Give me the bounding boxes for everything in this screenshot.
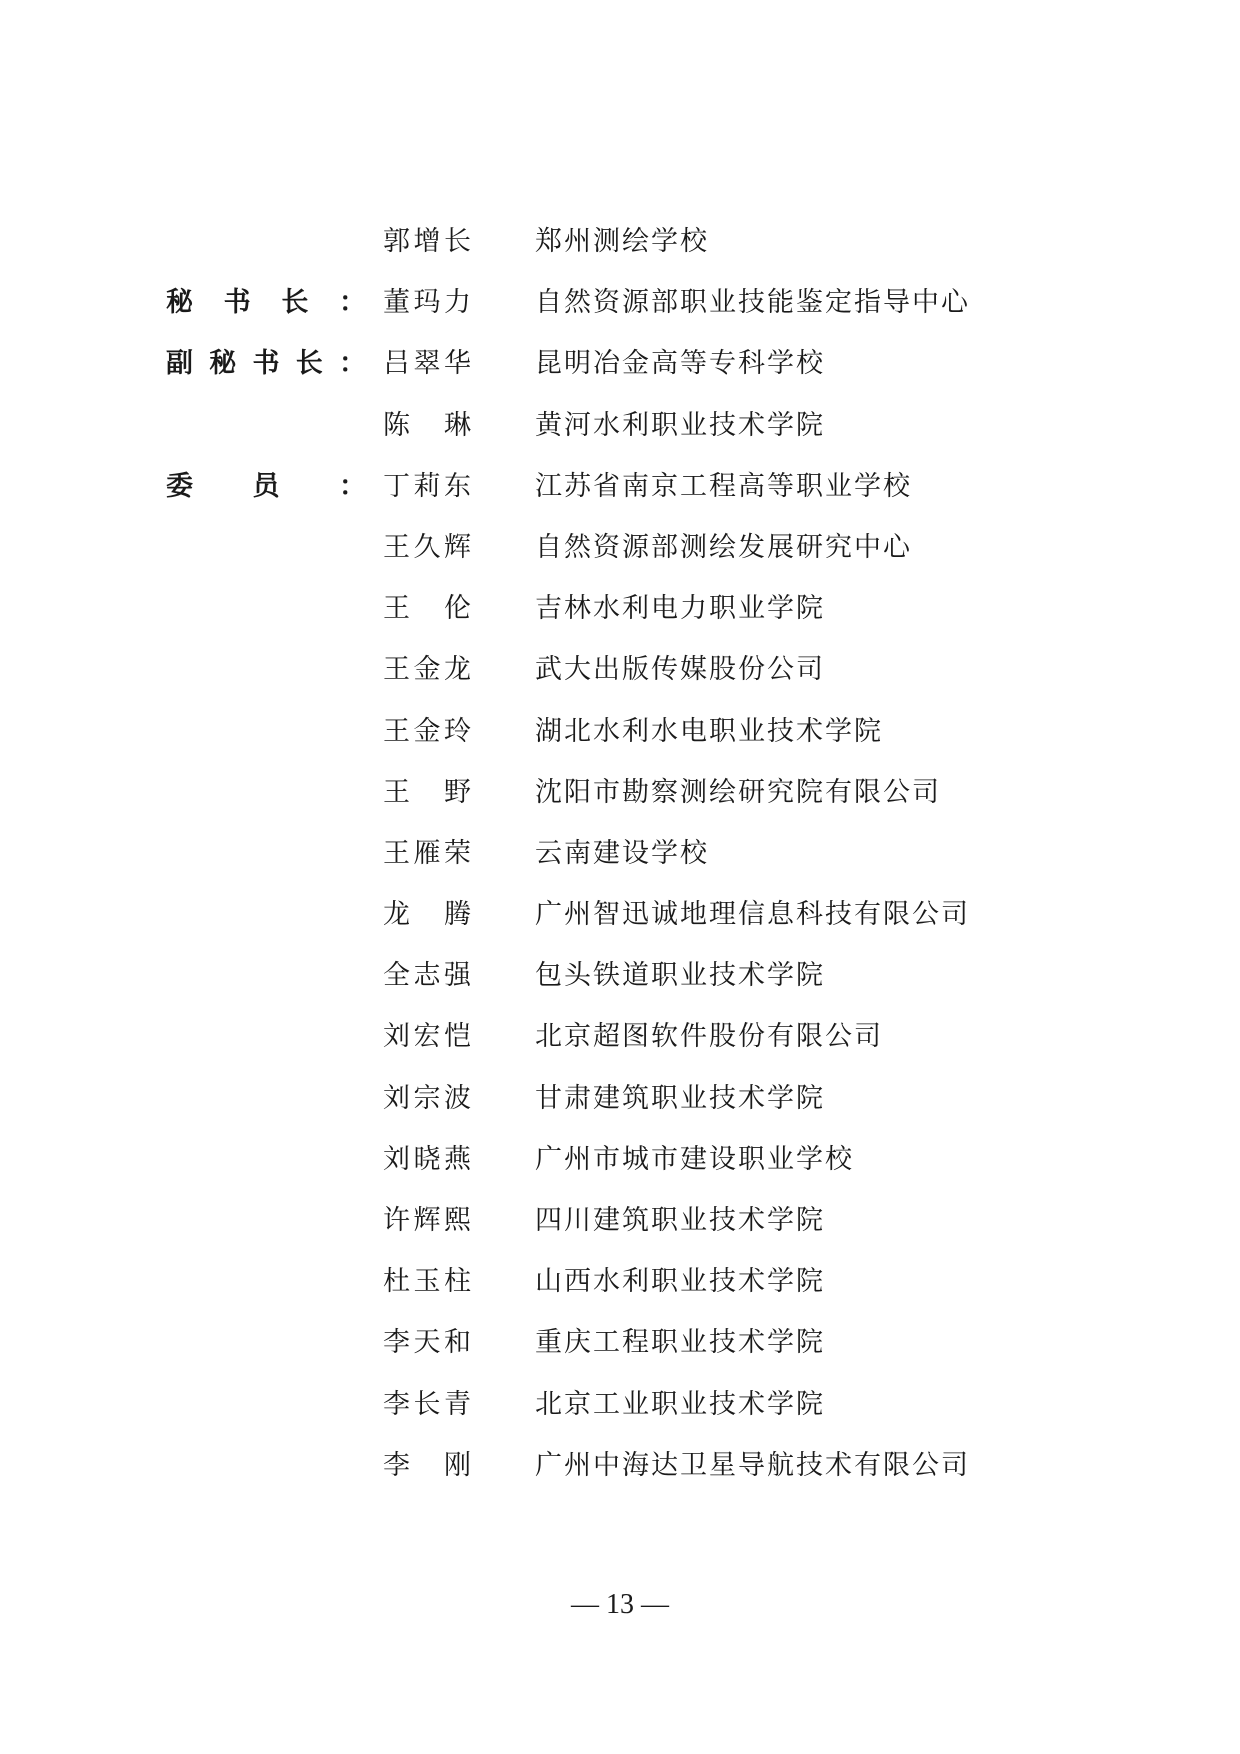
- member-row: [0, 344, 1240, 405]
- member-organization: 湖北水利水电职业技术学院: [535, 715, 883, 747]
- member-organization: 北京工业职业技术学院: [535, 1388, 825, 1420]
- member-row: [0, 1079, 1240, 1140]
- member-name: 王 金 玲: [383, 715, 471, 747]
- page-number: — 13 —: [571, 1589, 669, 1620]
- member-name: 刘 宗 波: [383, 1082, 471, 1114]
- member-row: [0, 222, 1240, 283]
- member-row: [0, 1323, 1240, 1384]
- member-name: 全 志 强: [383, 960, 471, 992]
- member-organization: 郑州测绘学校: [535, 226, 709, 257]
- member-name: 龙 腾: [383, 899, 471, 931]
- member-row: [0, 1446, 1240, 1507]
- member-organization: 四川建筑职业技术学院: [535, 1205, 825, 1236]
- member-name: 王 野: [383, 776, 471, 808]
- member-organization: 广州市城市建设职业学校: [535, 1143, 854, 1175]
- member-organization: 昆明冶金高等专科学校: [535, 348, 825, 380]
- member-organization: 北京超图软件股份有限公司: [535, 1021, 883, 1053]
- member-list: [0, 222, 1240, 1507]
- member-name: 杜 玉 柱: [383, 1266, 471, 1298]
- member-row: [0, 528, 1240, 589]
- member-name: 刘 宏 恺: [383, 1021, 471, 1053]
- member-name: 丁 莉 东: [383, 470, 471, 502]
- member-organization: 吉林水利电力职业学院: [535, 593, 825, 625]
- member-row: [0, 406, 1240, 467]
- member-row: [0, 956, 1240, 1017]
- member-row: [0, 650, 1240, 711]
- member-row: [0, 1201, 1240, 1262]
- member-name: 许 辉 熙: [383, 1205, 471, 1236]
- member-row: [0, 589, 1240, 650]
- member-name: 王 金 龙: [383, 654, 471, 686]
- member-organization: 自然资源部测绘发展研究中心: [535, 531, 912, 563]
- member-row: [0, 1262, 1240, 1323]
- member-name: 王 久 辉: [383, 531, 471, 563]
- role-label: 副 秘 书 长 ：: [166, 348, 366, 380]
- member-row: [0, 1017, 1240, 1078]
- member-row: [0, 834, 1240, 895]
- member-row: [0, 712, 1240, 773]
- member-name: 李 长 青: [383, 1388, 471, 1420]
- member-organization: 自然资源部职业技能鉴定指导中心: [535, 287, 970, 319]
- member-name: 吕 翠 华: [383, 348, 471, 380]
- member-row: [0, 1385, 1240, 1446]
- member-row: [0, 283, 1240, 344]
- member-name: 王 伦: [383, 593, 471, 625]
- member-name: 李 刚: [383, 1449, 471, 1481]
- member-organization: 包头铁道职业技术学院: [535, 960, 825, 992]
- role-label: 委 员 ：: [166, 470, 366, 502]
- member-row: [0, 895, 1240, 956]
- member-organization: 沈阳市勘察测绘研究院有限公司: [535, 776, 941, 808]
- member-organization: 广州智迅诚地理信息科技有限公司: [535, 899, 970, 931]
- member-organization: 云南建设学校: [535, 837, 709, 869]
- member-name: 李 天 和: [383, 1327, 471, 1359]
- member-organization: 江苏省南京工程高等职业学校: [535, 470, 912, 502]
- member-organization: 武大出版传媒股份公司: [535, 654, 825, 686]
- member-name: 陈 琳: [383, 409, 471, 441]
- member-name: 郭 增 长: [383, 226, 471, 257]
- member-organization: 重庆工程职业技术学院: [535, 1327, 825, 1359]
- role-label: 秘 书 长 ：: [166, 287, 366, 319]
- member-organization: 广州中海达卫星导航技术有限公司: [535, 1449, 970, 1481]
- member-row: [0, 1140, 1240, 1201]
- member-row: [0, 467, 1240, 528]
- member-organization: 黄河水利职业技术学院: [535, 409, 825, 441]
- member-name: 王 雁 荣: [383, 837, 471, 869]
- member-name: 董 玛 力: [383, 287, 471, 319]
- member-organization: 山西水利职业技术学院: [535, 1266, 825, 1298]
- member-row: [0, 773, 1240, 834]
- member-name: 刘 晓 燕: [383, 1143, 471, 1175]
- member-organization: 甘肃建筑职业技术学院: [535, 1082, 825, 1114]
